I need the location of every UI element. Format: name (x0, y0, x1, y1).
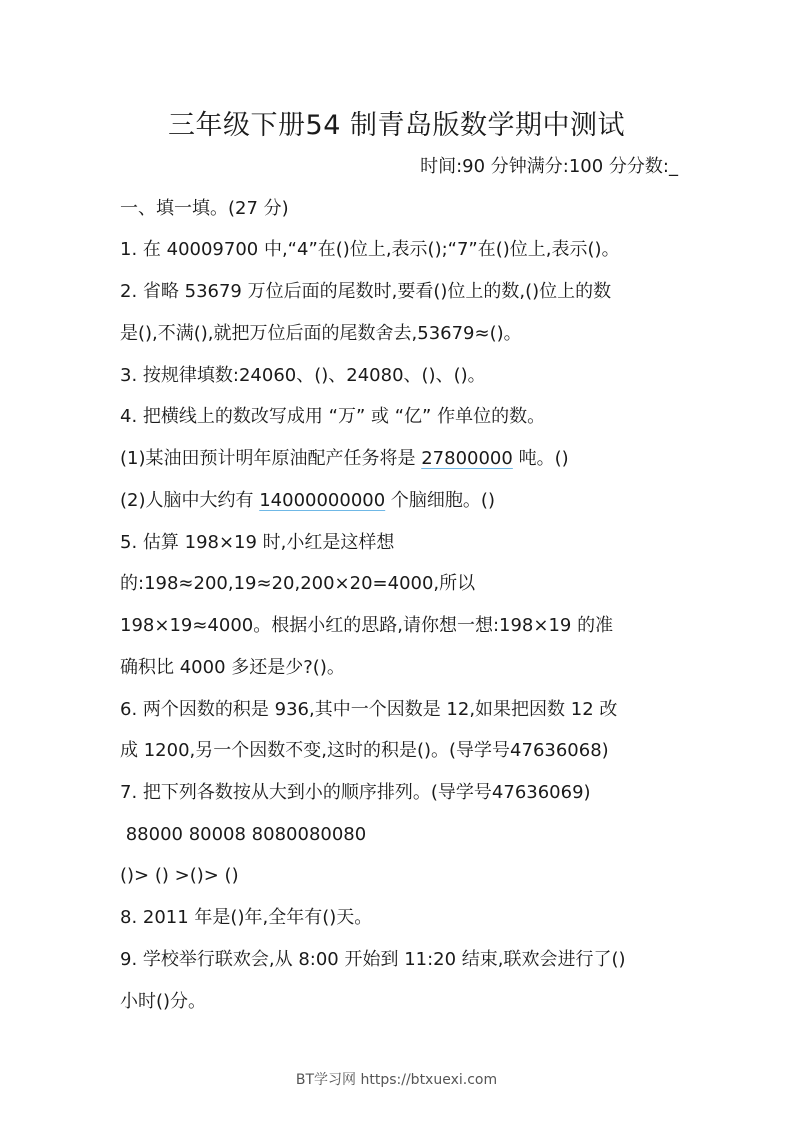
question-7-line-1: 7. 把下列各数按从大到小的顺序排列。(导学号47636069) (120, 782, 591, 803)
question-4-2-tail: 个脑细胞。() (385, 490, 495, 511)
question-6-line-1: 6. 两个因数的积是 936,其中一个因数是 12,如果把因数 12 改 (120, 699, 618, 720)
question-2-line-2: 是(),不满(),就把万位后面的尾数舍去,53679≈()。 (120, 323, 522, 344)
question-4-part-1 (120, 445, 569, 473)
section-heading: 一、填一填。(27 分) (120, 198, 289, 219)
question-3: 3. 按规律填数:24060、()、24080、()、()。 (120, 365, 486, 386)
question-4-1-text: (1)某油田预计明年原油配产任务将是 (120, 448, 422, 469)
question-4-part-2 (120, 487, 495, 515)
question-5-line-1: 5. 估算 198×19 时,小红是这样想 (120, 532, 395, 553)
question-1: 1. 在 40009700 中,“4”在()位上,表示();“7”在()位上,表示()。 (120, 239, 620, 260)
question-5-line-3: 198×19≈4000。根据小红的思路,请你想一想:198×19 的准 (120, 615, 614, 636)
question-4-2-text: (2)人脑中大约有 (120, 490, 260, 511)
question-5-line-4: 确积比 4000 多还是少?()。 (120, 657, 345, 678)
question-2-line-1: 2. 省略 53679 万位后面的尾数时,要看()位上的数,()位上的数 (120, 281, 612, 302)
question-9-line-1: 9. 学校举行联欢会,从 8:00 开始到 11:20 结束,联欢会进行了() (120, 949, 626, 970)
question-5-line-2: 的:198≈200,19≈20,200×20=4000,所以 (120, 573, 476, 594)
footer-watermark: BT学习网 https://btxuexi.com (295, 1072, 498, 1088)
underlined-number: 14000000000 (259, 490, 386, 511)
question-7-blanks: ()> () >()> () (120, 865, 239, 886)
question-6-line-2: 成 1200,另一个因数不变,这时的积是()。(导学号47636068) (120, 740, 609, 761)
question-4: 4. 把横线上的数改写成用 “万” 或 “亿” 作单位的数。 (120, 406, 546, 427)
question-9-line-2: 小时()分。 (120, 991, 207, 1012)
page-title: 三年级下册54 制青岛版数学期中测试 (168, 110, 625, 141)
underlined-number: 27800000 (421, 448, 513, 469)
question-8: 8. 2011 年是()年,全年有()天。 (120, 907, 373, 928)
question-7-numbers: 88000 80008 8080080080 (120, 824, 367, 845)
exam-meta: 时间:90 分钟满分:100 分分数:_ (420, 156, 678, 177)
question-4-1-tail: 吨。() (512, 448, 569, 469)
